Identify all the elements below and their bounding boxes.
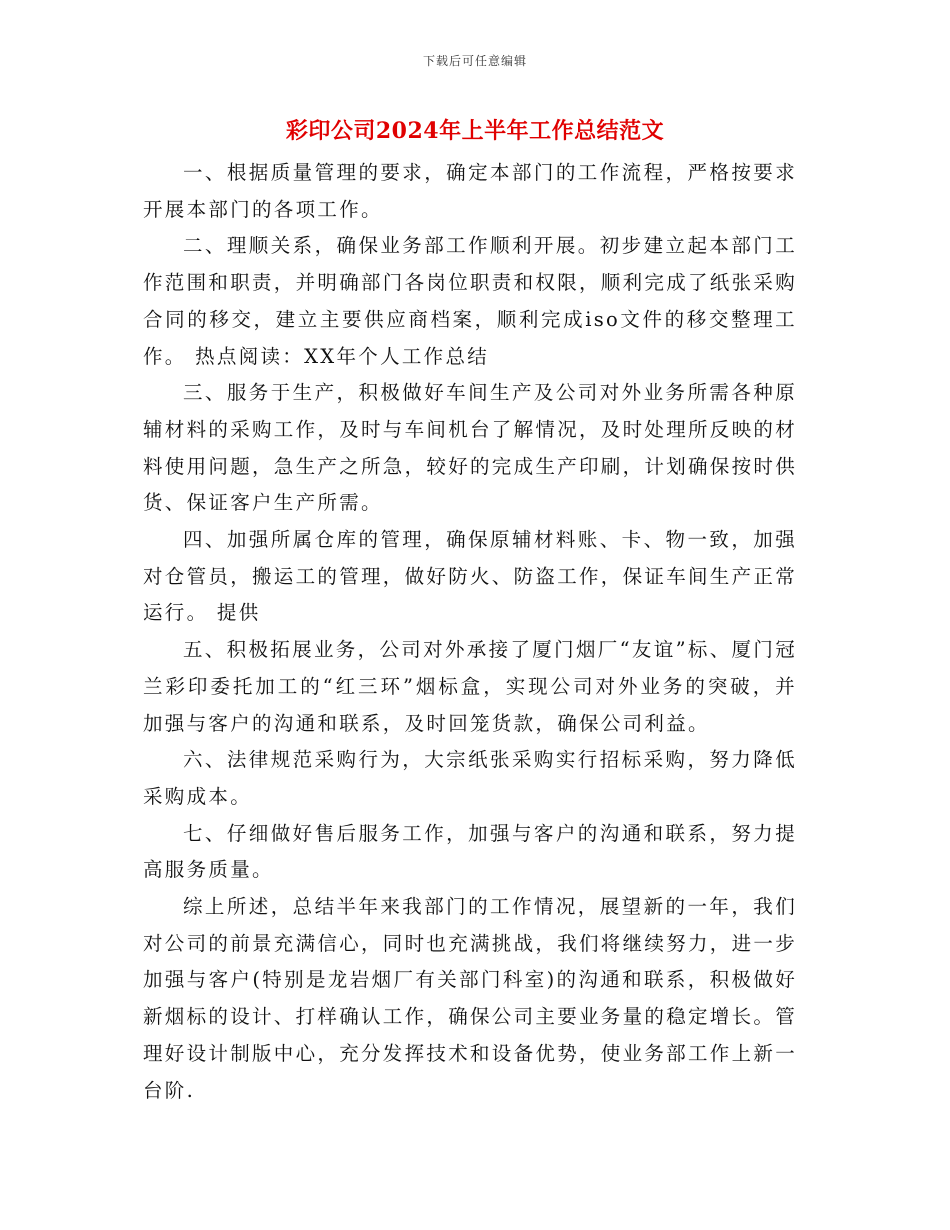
paragraph-8: 综上所述，总结半年来我部门的工作情况，展望新的一年，我们对公司的前景充满信心，同时也充满挑战，我们将继续努力，进一步加强与客户(特别是龙岩烟厂有关部门科室)的沟通和联系，积极做好新烟标的设计、打样确认工作，确保公司主要业务量的稳定增长。管理好设计制版中心，充分发挥技术和设备优势，使业务部工作上新一台阶. <box>143 895 798 1102</box>
paragraph-5: 五、积极拓展业务，公司对外承接了厦门烟厂“友谊”标、厦门冠兰彩印委托加工的“红三环”烟标盒，实现公司对外业务的突破，并加强与客户的沟通和联系，及时回笼货款，确保公司利益。 <box>143 638 797 735</box>
paragraph-1: 一、根据质量管理的要求，确定本部门的工作流程，严格按要求开展本部门的各项工作。 <box>143 161 797 221</box>
document-title: 彩印公司2024年上半年工作总结范文 <box>285 118 665 144</box>
paragraph-3: 三、服务于生产，积极做好车间生产及公司对外业务所需各种原辅材料的采购工作，及时与车间机台了解情况，及时处理所反映的材料使用问题，急生产之所急，较好的完成生产印刷，计划确保按时供货、保证客户生产所需。 <box>143 381 798 515</box>
page-header-note: 下载后可任意编辑 <box>422 54 527 68</box>
paragraph-6: 六、法律规范采购行为，大宗纸张采购实行招标采购，努力降低采购成本。 <box>143 748 797 808</box>
paragraph-4: 四、加强所属仓库的管理，确保原辅材料账、卡、物一致，加强对仓管员，搬运工的管理，做好防火、防盗工作，保证车间生产正常运行。 提供 <box>143 528 798 625</box>
paragraph-2: 二、理顺关系，确保业务部工作顺利开展。初步建立起本部门工作范围和职责，并明确部门各岗位职责和权限，顺利完成了纸张采购合同的移交，建立主要供应商档案，顺利完成iso文件的移交整理工作。 热点阅读：XX年个人工作总结 <box>143 234 798 368</box>
document-body <box>143 155 797 1109</box>
paragraph-7: 七、仔细做好售后服务工作，加强与客户的沟通和联系，努力提高服务质量。 <box>143 821 797 882</box>
